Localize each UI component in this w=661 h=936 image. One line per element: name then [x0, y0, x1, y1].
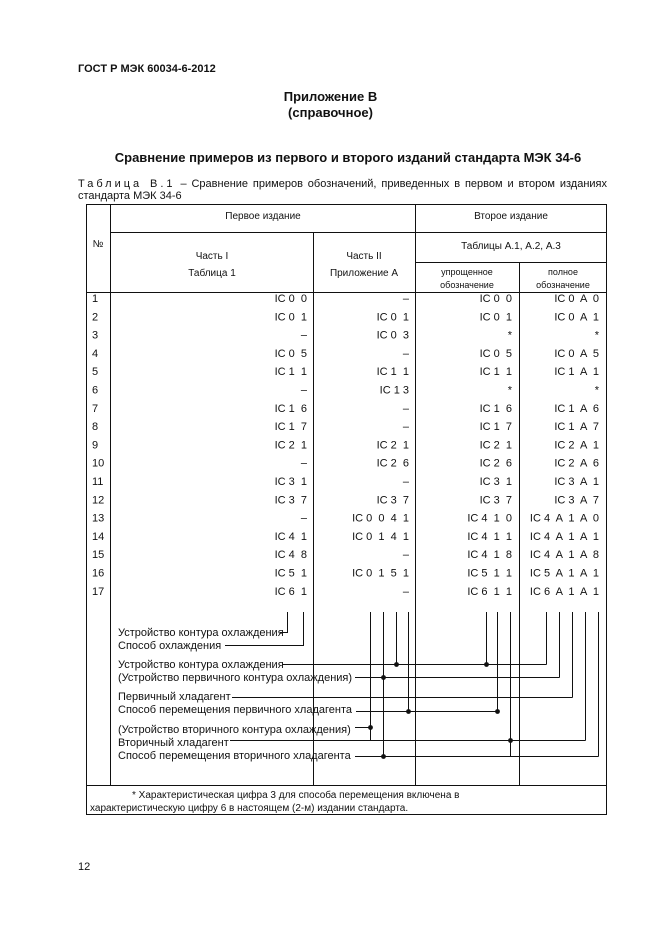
full-header-line1: полное	[548, 267, 578, 277]
document-header: ГОСТ Р МЭК 60034-6-2012	[78, 63, 216, 75]
row-number: 5	[92, 366, 99, 379]
cell-part1: IC 1 6	[274, 402, 307, 415]
cell-part2: IC 0 1 5 1	[352, 567, 409, 580]
legend-label: Способ охлаждения	[118, 640, 222, 652]
cell-simplified: *	[507, 384, 512, 397]
cell-simplified: IC 4 1 0	[467, 512, 512, 525]
legend-label: Первичный хладагент	[118, 691, 231, 703]
row-number: 3	[92, 329, 99, 342]
cell-part2: IC 3 7	[376, 494, 409, 507]
cell-full: IC 1 A 6	[554, 402, 599, 415]
cell-full: IC 2 A 6	[554, 457, 599, 470]
cell-simplified: IC 6 1 1	[467, 585, 512, 598]
row-number: 9	[92, 439, 99, 452]
row-number: 16	[92, 567, 105, 580]
tables-a-header: Таблицы А.1, А.2, А.3	[461, 241, 561, 252]
junction-dot	[381, 675, 386, 680]
cell-part1: –	[300, 329, 307, 342]
junction-dot	[394, 662, 399, 667]
cell-full: IC 3 A 7	[554, 494, 599, 507]
cell-part2: IC 2 6	[376, 457, 409, 470]
legend-label: (Устройство первичного контура охлаждения)	[118, 672, 353, 684]
cell-full: *	[594, 329, 599, 342]
row-number: 4	[92, 347, 99, 360]
legend	[118, 627, 353, 762]
column-number-header: №	[92, 239, 104, 250]
cell-full: IC 2 A 1	[554, 439, 599, 452]
junction-dot	[368, 725, 373, 730]
cell-part2: –	[402, 549, 409, 562]
cell-part2: –	[402, 347, 409, 360]
cell-simplified: IC 1 1	[479, 366, 512, 379]
cell-part2: IC 0 3	[376, 329, 409, 342]
cell-simplified: IC 4 1 8	[467, 549, 512, 562]
second-edition-header: Второе издание	[474, 211, 548, 222]
cell-part1: IC 6 1	[274, 585, 307, 598]
legend-label: Вторичный хладагент	[118, 737, 229, 749]
cell-part2: –	[402, 293, 409, 305]
cell-simplified: IC 3 1	[479, 476, 512, 488]
cell-part2: –	[402, 402, 409, 415]
cell-part1: IC 0 0	[274, 293, 307, 305]
legend-label: Способ перемещения первичного хладагента	[118, 704, 352, 716]
part1-header: Часть I	[195, 251, 229, 262]
caption-label: Таблица В.1	[78, 178, 176, 190]
footnote-line1: * Характеристическая цифра 3 для способа перемещения включена в	[132, 790, 460, 801]
row-number: 6	[92, 384, 99, 397]
cell-simplified: IC 1 6	[479, 402, 512, 415]
cell-part1: –	[300, 512, 307, 525]
cell-part1: IC 0 1	[274, 311, 307, 324]
cell-simplified: IC 0 5	[479, 347, 512, 360]
cell-part1: IC 4 8	[274, 549, 307, 562]
page-number: 12	[78, 861, 91, 873]
cell-full: IC 4 A 1 A 8	[529, 549, 599, 562]
junction-dot	[381, 754, 386, 759]
row-number: 2	[92, 311, 99, 324]
cell-part1: IC 1 7	[274, 421, 307, 434]
cell-full: IC 4 A 1 A 1	[529, 530, 599, 543]
cell-part2: IC 0 1 4 1	[352, 530, 409, 543]
cell-full: IC 3 A 1	[554, 476, 599, 488]
cell-part1: IC 2 1	[274, 439, 307, 452]
row-number: 14	[92, 530, 105, 543]
first-edition-header: Первое издание	[225, 211, 301, 222]
caption-text: – Сравнение примеров обозначений, приведенных в первом и втором изданиях стандарта МЭК 34-6	[78, 178, 607, 202]
cell-full: IC 1 A 7	[554, 421, 599, 434]
legend-label: Устройство контура охлаждения	[118, 659, 284, 671]
cell-simplified: IC 4 1 1	[467, 530, 512, 543]
cell-part2: IC 1 3	[379, 384, 409, 397]
cell-full: IC 0 A 0	[554, 293, 599, 305]
cell-part1: IC 1 1	[274, 366, 307, 379]
legend-label: (Устройство вторичного контура охлаждения)	[118, 724, 351, 736]
cell-full: *	[594, 384, 599, 397]
cell-part1: IC 3 1	[274, 476, 307, 488]
cell-simplified: IC 0 0	[479, 293, 512, 305]
annex-subtitle: (справочное)	[288, 105, 373, 120]
cell-part2: IC 1 1	[376, 366, 409, 379]
cell-simplified: IC 0 1	[479, 311, 512, 324]
row-number: 13	[92, 512, 105, 525]
cell-full: IC 4 A 1 A 0	[529, 512, 599, 525]
cell-full: IC 1 A 1	[554, 366, 599, 379]
table-body	[92, 293, 600, 598]
cell-part1: IC 5 1	[274, 567, 307, 580]
cell-part1: IC 3 7	[274, 494, 307, 507]
table-grid	[87, 205, 607, 815]
junction-dot	[495, 709, 500, 714]
part2-header: Часть II	[346, 251, 382, 262]
cell-full: IC 0 A 1	[554, 311, 599, 324]
cell-simplified: *	[507, 329, 512, 342]
cell-part1: IC 0 5	[274, 347, 307, 360]
row-number: 12	[92, 494, 105, 507]
simplified-header-line1: упрощенное	[441, 267, 493, 277]
row-number: 8	[92, 421, 99, 434]
cell-part1: –	[300, 457, 307, 470]
full-header-line2: обозначение	[536, 280, 590, 290]
cell-simplified: IC 5 1 1	[467, 567, 512, 580]
cell-part2: IC 0 1	[376, 311, 409, 324]
junction-dot	[508, 738, 513, 743]
row-number: 10	[92, 457, 105, 470]
section-title: Сравнение примеров из первого и второго изданий стандарта МЭК 34-6	[114, 150, 582, 165]
simplified-header-line2: обозначение	[440, 280, 494, 290]
legend-label: Способ перемещения вторичного хладагента	[118, 750, 351, 762]
cell-part2: –	[402, 421, 409, 434]
cell-simplified: IC 2 1	[479, 439, 512, 452]
legend-label: Устройство контура охлаждения	[118, 627, 284, 639]
cell-full: IC 5 A 1 A 1	[529, 567, 599, 580]
cell-simplified: IC 3 7	[479, 494, 512, 507]
row-number: 17	[92, 585, 105, 598]
cell-part2: IC 0 0 4 1	[352, 512, 409, 525]
cell-full: IC 0 A 5	[554, 347, 599, 360]
cell-simplified: IC 2 6	[479, 457, 512, 470]
junction-dot	[406, 709, 411, 714]
row-number: 15	[92, 549, 105, 562]
cell-part2: IC 2 1	[376, 439, 409, 452]
cell-part1: IC 4 1	[274, 530, 307, 543]
cell-part2: –	[402, 476, 409, 488]
cell-part1: –	[300, 384, 307, 397]
cell-simplified: IC 1 7	[479, 421, 512, 434]
row-number: 7	[92, 402, 99, 415]
junction-dots	[368, 662, 513, 759]
cell-part2: –	[402, 585, 409, 598]
row-number: 1	[92, 293, 99, 305]
appendix-a-header: Приложение А	[329, 268, 399, 279]
junction-dot	[484, 662, 489, 667]
annex-title: Приложение В	[283, 89, 378, 104]
cell-full: IC 6 A 1 A 1	[529, 585, 599, 598]
row-number: 11	[92, 476, 104, 488]
footnote-line2: характеристическую цифру 6 в настоящем (2-м) издании стандарта.	[90, 803, 409, 814]
table-frame	[87, 205, 607, 815]
table1-header: Таблица 1	[188, 268, 236, 279]
